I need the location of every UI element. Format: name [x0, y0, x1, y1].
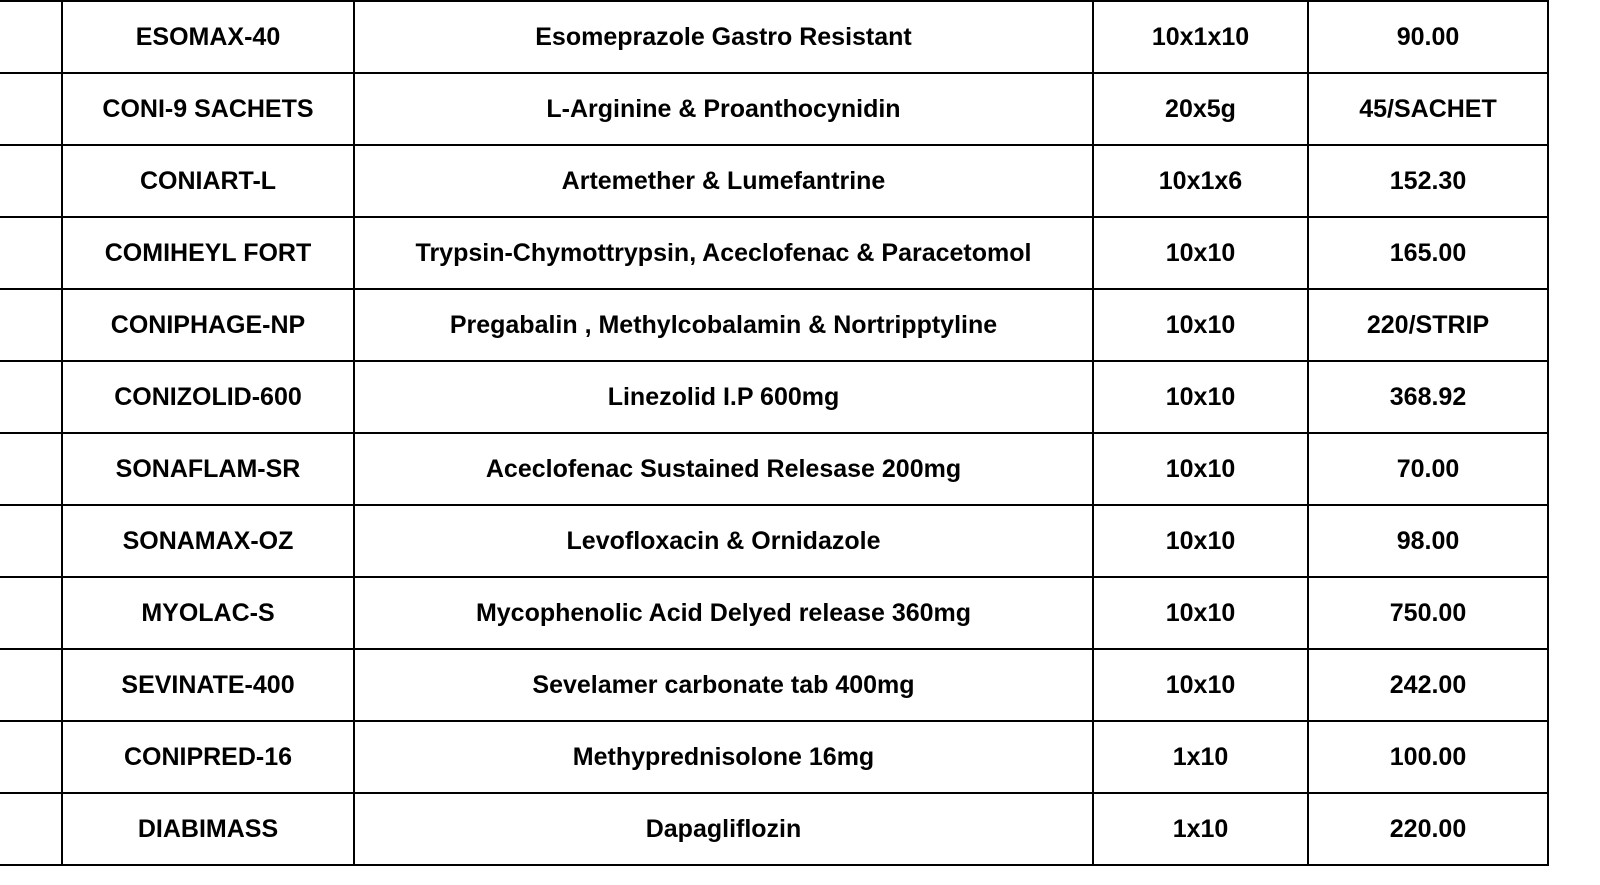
serial-cell — [0, 289, 62, 361]
table-row — [0, 577, 1548, 649]
serial-cell — [0, 1, 62, 73]
table-row — [0, 145, 1548, 217]
packing-cell: 10x10 — [1093, 433, 1308, 505]
packing-cell: 10x1x10 — [1093, 1, 1308, 73]
composition-cell: Aceclofenac Sustained Relesase 200mg — [354, 433, 1093, 505]
composition-cell: Methyprednisolone 16mg — [354, 721, 1093, 793]
table-row — [0, 721, 1548, 793]
packing-cell: 10x1x6 — [1093, 145, 1308, 217]
price-cell: 220.00 — [1308, 793, 1548, 865]
brand-cell: MYOLAC-S — [62, 577, 354, 649]
table-row — [0, 1, 1548, 73]
serial-cell — [0, 361, 62, 433]
serial-cell — [0, 505, 62, 577]
serial-cell — [0, 577, 62, 649]
packing-cell: 10x10 — [1093, 649, 1308, 721]
serial-cell — [0, 145, 62, 217]
packing-cell: 10x10 — [1093, 289, 1308, 361]
table-row — [0, 73, 1548, 145]
composition-cell: Esomeprazole Gastro Resistant — [354, 1, 1093, 73]
price-cell: 750.00 — [1308, 577, 1548, 649]
composition-cell: Pregabalin , Methylcobalamin & Nortripptyline — [354, 289, 1093, 361]
brand-cell: CONIART-L — [62, 145, 354, 217]
packing-cell: 10x10 — [1093, 577, 1308, 649]
table-row — [0, 505, 1548, 577]
packing-cell: 20x5g — [1093, 73, 1308, 145]
composition-cell: Linezolid I.P 600mg — [354, 361, 1093, 433]
serial-cell — [0, 721, 62, 793]
composition-cell: Trypsin-Chymottrypsin, Aceclofenac & Paracetomol — [354, 217, 1093, 289]
price-cell: 70.00 — [1308, 433, 1548, 505]
table-row — [0, 289, 1548, 361]
brand-cell: CONI-9 SACHETS — [62, 73, 354, 145]
price-cell: 90.00 — [1308, 1, 1548, 73]
price-cell: 98.00 — [1308, 505, 1548, 577]
price-cell: 368.92 — [1308, 361, 1548, 433]
table-row — [0, 793, 1548, 865]
brand-cell: ESOMAX-40 — [62, 1, 354, 73]
packing-cell: 10x10 — [1093, 505, 1308, 577]
price-cell: 152.30 — [1308, 145, 1548, 217]
brand-cell: CONIPHAGE-NP — [62, 289, 354, 361]
brand-cell: CONIZOLID-600 — [62, 361, 354, 433]
packing-cell: 10x10 — [1093, 361, 1308, 433]
serial-cell — [0, 649, 62, 721]
composition-cell: Artemether & Lumefantrine — [354, 145, 1093, 217]
packing-cell: 1x10 — [1093, 721, 1308, 793]
composition-cell: Sevelamer carbonate tab 400mg — [354, 649, 1093, 721]
brand-cell: DIABIMASS — [62, 793, 354, 865]
price-cell: 165.00 — [1308, 217, 1548, 289]
brand-cell: SONAFLAM-SR — [62, 433, 354, 505]
brand-cell: COMIHEYL FORT — [62, 217, 354, 289]
table-row — [0, 433, 1548, 505]
packing-cell: 10x10 — [1093, 217, 1308, 289]
table-body — [0, 1, 1548, 865]
serial-cell — [0, 433, 62, 505]
composition-cell: Levofloxacin & Ornidazole — [354, 505, 1093, 577]
serial-cell — [0, 73, 62, 145]
composition-cell: Mycophenolic Acid Delyed release 360mg — [354, 577, 1093, 649]
table-row — [0, 649, 1548, 721]
composition-cell: Dapagliflozin — [354, 793, 1093, 865]
packing-cell: 1x10 — [1093, 793, 1308, 865]
brand-cell: SEVINATE-400 — [62, 649, 354, 721]
brand-cell: CONIPRED-16 — [62, 721, 354, 793]
price-cell: 45/SACHET — [1308, 73, 1548, 145]
serial-cell — [0, 793, 62, 865]
price-cell: 220/STRIP — [1308, 289, 1548, 361]
brand-cell: SONAMAX-OZ — [62, 505, 354, 577]
price-cell: 242.00 — [1308, 649, 1548, 721]
price-cell: 100.00 — [1308, 721, 1548, 793]
table-row — [0, 361, 1548, 433]
composition-cell: L-Arginine & Proanthocynidin — [354, 73, 1093, 145]
serial-cell — [0, 217, 62, 289]
table-row — [0, 217, 1548, 289]
